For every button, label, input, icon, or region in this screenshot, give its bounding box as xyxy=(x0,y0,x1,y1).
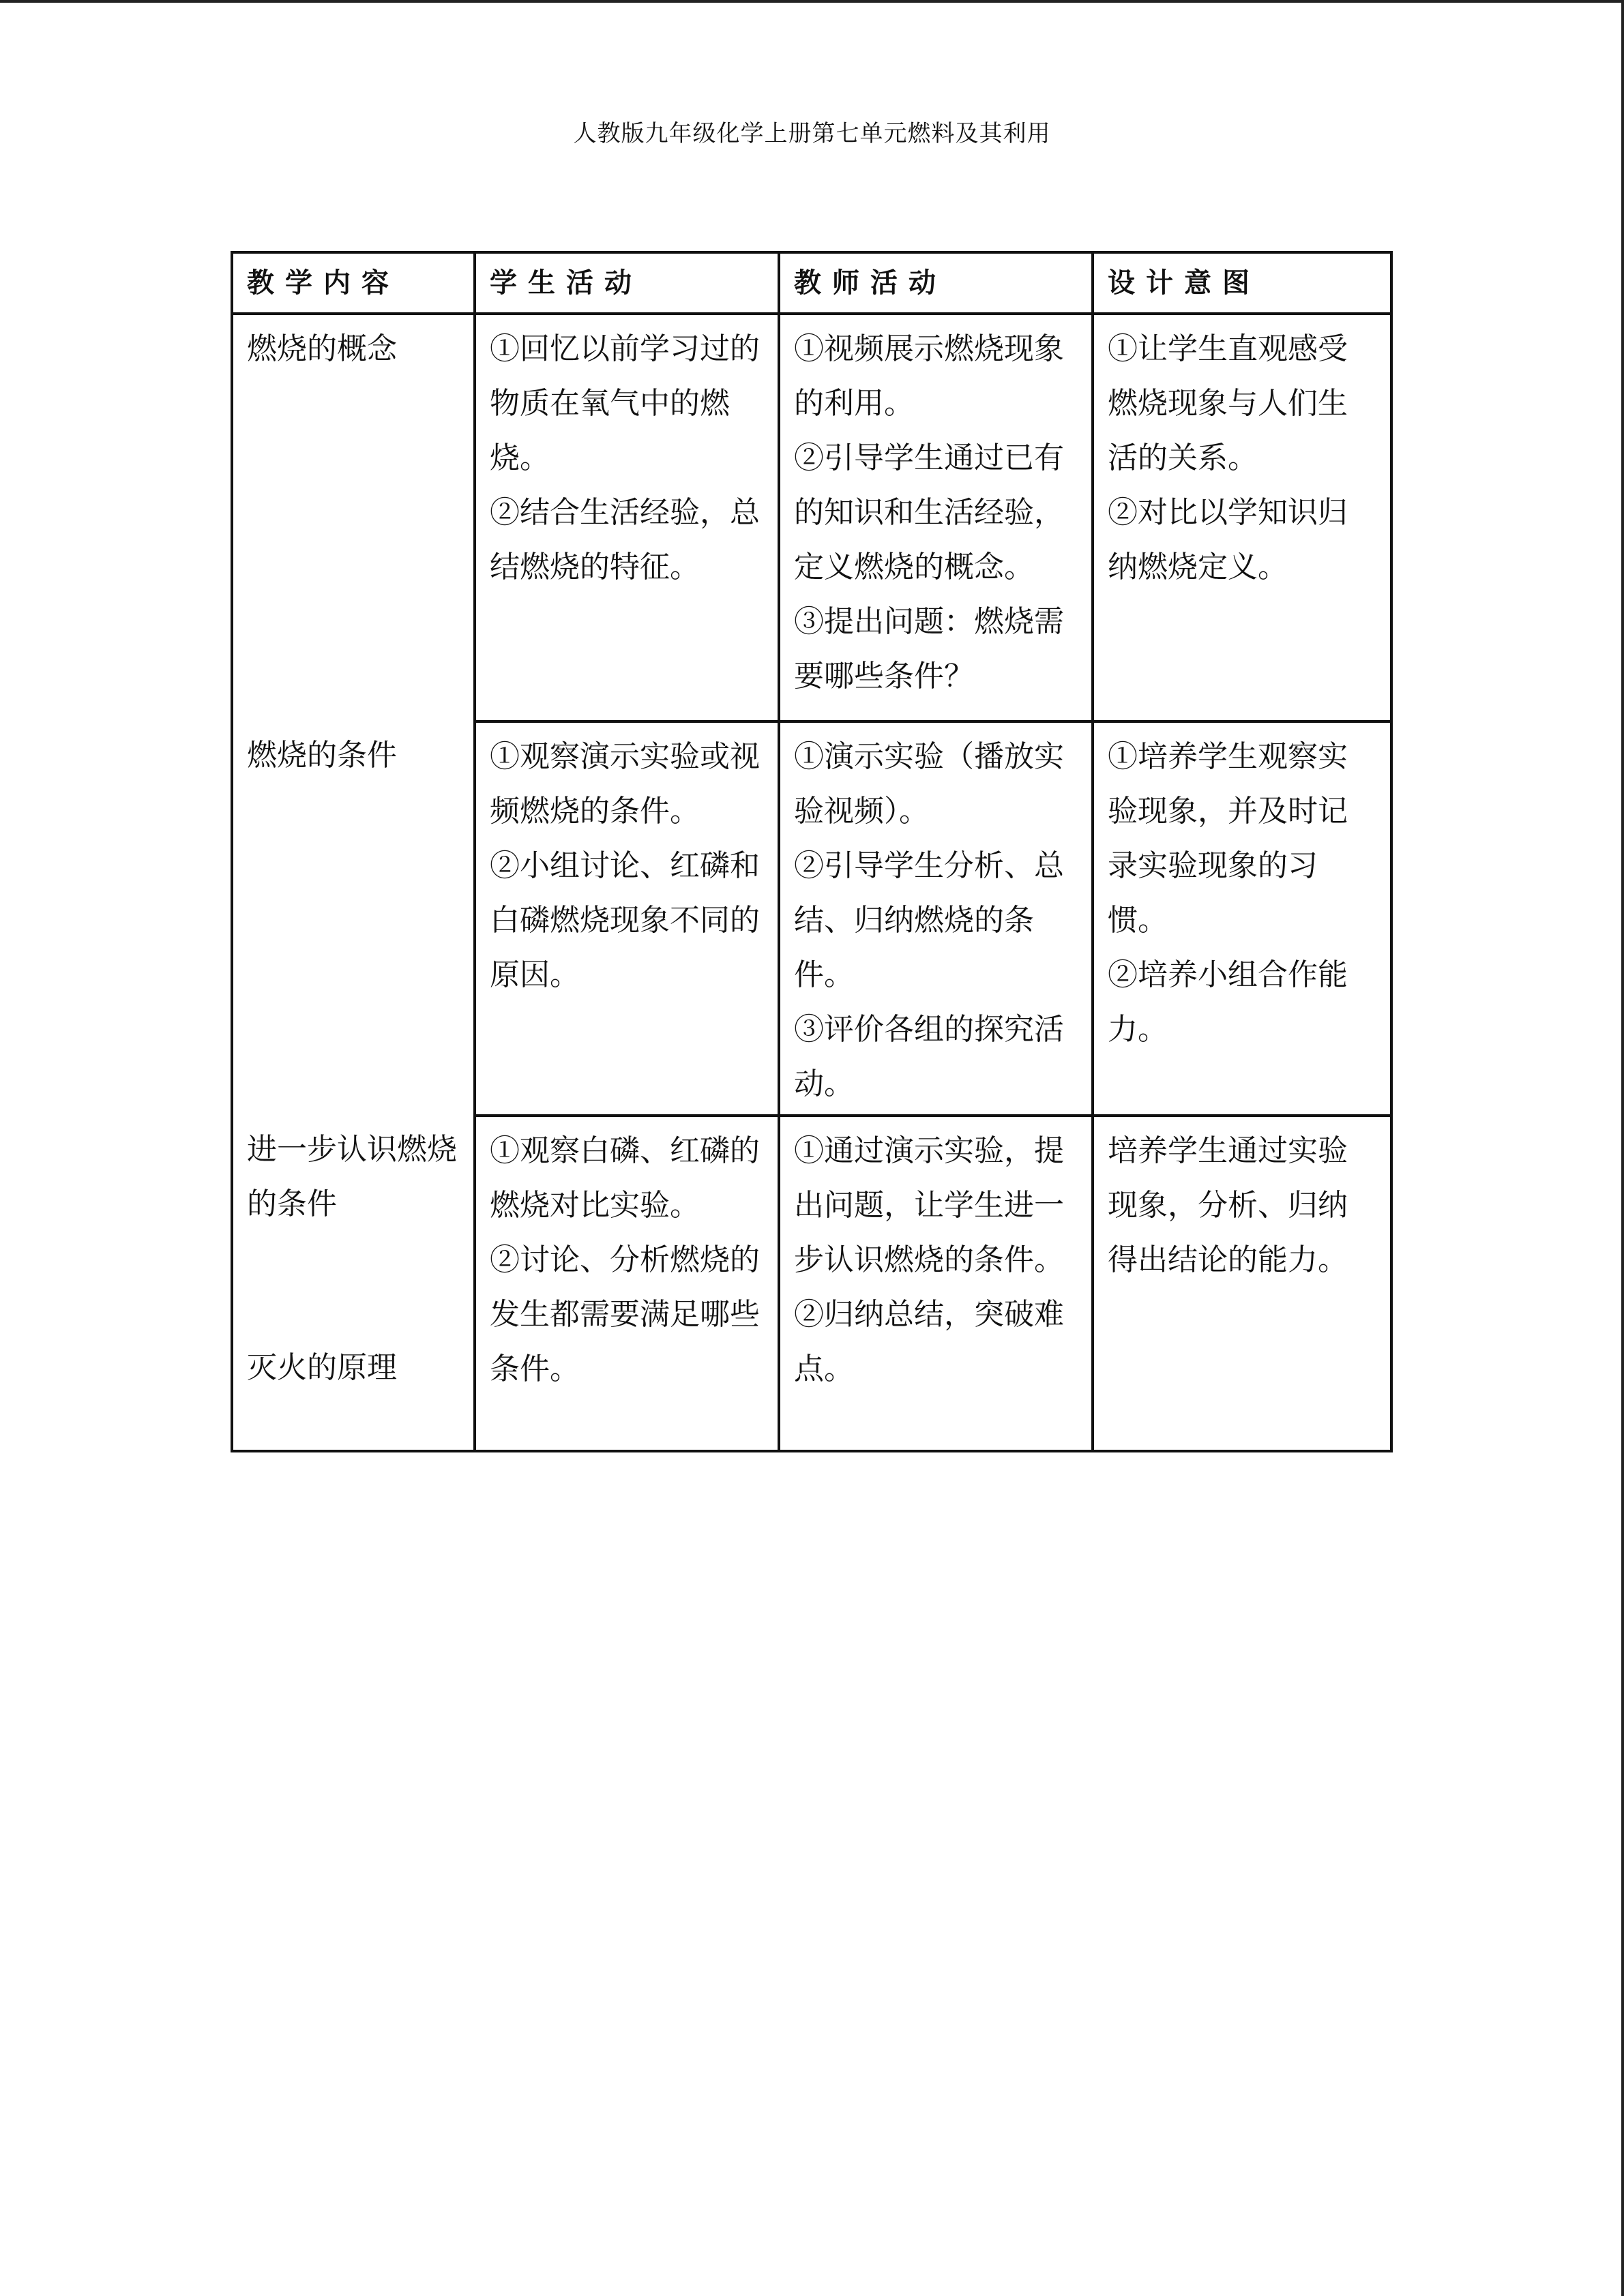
page-border-right xyxy=(1621,0,1624,2296)
design-intent-item: ①让学生直观感受燃烧现象与人们生活的关系。 xyxy=(1108,331,1348,475)
topic-cell xyxy=(232,314,475,721)
design-intent-item: ①培养学生观察实验现象，并及时记录实验现象的习惯。 xyxy=(1108,739,1348,938)
teacher-activity-item: ③提出问题：燃烧需要哪些条件？ xyxy=(794,604,1064,694)
student-activity-item: ①回忆以前学习过的物质在氧气中的燃烧。 xyxy=(490,331,760,475)
student-activity-item: ①观察白磷、红磷的燃烧对比实验。 xyxy=(490,1133,760,1223)
student-activity-item: ②结合生活经验，总结燃烧的特征。 xyxy=(490,495,760,584)
topic-cell xyxy=(232,721,475,1116)
topic-cell xyxy=(232,1116,475,1451)
design-intent-cell xyxy=(1093,721,1391,1116)
design-intent-item: ②对比以学知识归纳燃烧定义。 xyxy=(1108,495,1348,584)
student-activity-item: ①观察演示实验或视频燃烧的条件。 xyxy=(490,739,760,829)
column-header-content: 教学内容 xyxy=(232,252,475,314)
lesson-plan-table xyxy=(231,251,1393,1452)
column-header-teacher-activity: 教师活动 xyxy=(779,252,1093,314)
teacher-activity-item: ②引导学生通过已有的知识和生活经验，定义燃烧的概念。 xyxy=(794,441,1064,584)
table-header-row xyxy=(232,252,1391,314)
teacher-activity-item: ②引导学生分析、总结、归纳燃烧的条件。 xyxy=(794,848,1064,992)
topic-spacer xyxy=(247,1232,460,1341)
teacher-activity-cell xyxy=(779,314,1093,721)
teacher-activity-item: ①演示实验（播放实验视频）。 xyxy=(794,739,1064,829)
column-header-design-intent: 设计意图 xyxy=(1093,252,1391,314)
topic-text: 进一步认识燃烧的条件 xyxy=(247,1132,457,1221)
page-border-top xyxy=(0,0,1624,3)
design-intent-cell xyxy=(1093,314,1391,721)
teacher-activity-item: ①通过演示实验，提出问题，让学生进一步认识燃烧的条件。 xyxy=(794,1133,1064,1277)
table-row xyxy=(232,721,1391,1116)
student-activity-cell xyxy=(475,314,779,721)
column-header-student-activity: 学生活动 xyxy=(475,252,779,314)
student-activity-item: ②讨论、分析燃烧的发生都需要满足哪些条件。 xyxy=(490,1242,760,1386)
table-row xyxy=(232,314,1391,721)
design-intent-item: ②培养小组合作能力。 xyxy=(1108,957,1348,1047)
teacher-activity-item: ①视频展示燃烧现象的利用。 xyxy=(794,331,1064,421)
design-intent-item: 培养学生通过实验现象，分析、归纳得出结论的能力。 xyxy=(1108,1133,1348,1277)
teacher-activity-item: ③评价各组的探究活动。 xyxy=(794,1012,1064,1101)
topic-text-extra: 灭火的原理 xyxy=(247,1350,397,1385)
page-header: 人教版九年级化学上册第七单元燃料及其利用 xyxy=(573,120,1051,147)
teacher-activity-cell xyxy=(779,721,1093,1116)
teacher-activity-cell xyxy=(779,1116,1093,1451)
topic-text: 燃烧的条件 xyxy=(247,738,397,773)
student-activity-cell xyxy=(475,721,779,1116)
table-row xyxy=(232,1116,1391,1451)
topic-text: 燃烧的概念 xyxy=(247,331,397,366)
student-activity-cell xyxy=(475,1116,779,1451)
design-intent-cell xyxy=(1093,1116,1391,1451)
teacher-activity-item: ②归纳总结，突破难点。 xyxy=(794,1297,1064,1386)
student-activity-item: ②小组讨论、红磷和白磷燃烧现象不同的原因。 xyxy=(490,848,760,992)
